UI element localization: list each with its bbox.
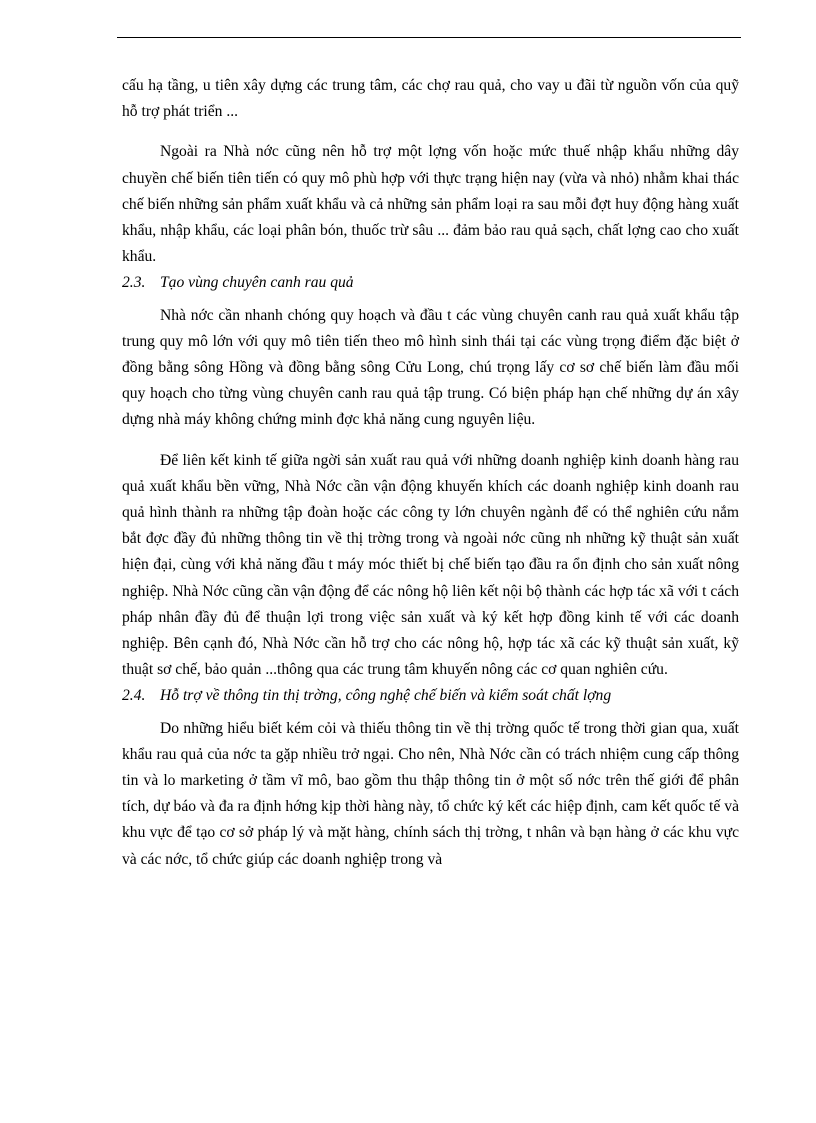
page-body — [122, 73, 739, 873]
header-rule — [117, 37, 741, 38]
paragraph-economic-linkage: Để liên kết kinh tế giữa ngời sản xuất rau quả với những doanh nghiệp kinh doanh hàng rau quả xuất khẩu bền vững, Nhà Nớc cần vận động khuyến khích các doanh nghiệp kinh doanh rau quả hình thành ra những tập đoàn hoặc các công ty lớn chuyên ngành để có thể nghiên cứu nắm bắt đợc đầy đủ những thông tin về thị trờng trong và ngoài nớc cũng nh những kỹ thuật sản xuất hiện đại, cùng với khả năng đầu t máy móc thiết bị chế biến tạo đầu ra ổn định cho sản xuất nông nghiệp. Nhà Nớc cũng cần vận động để các nông hộ liên kết nội bộ thành các hợp tác xã với t cách pháp nhân đầy đủ để thuận lợi trong việc sản xuất và ký kết hợp đồng kinh tế với các doanh nghiệp. Bên cạnh đó, Nhà Nớc cần hỗ trợ cho các nông hộ, hợp tác xã các kỹ thuật sản xuất, kỹ thuật sơ chế, bảo quản ...thông qua các trung tâm khuyến nông các cơ quan nghiên cứu. — [122, 451, 739, 679]
section-title: Hỗ trợ về thông tin thị trờng, công nghệ chế biến và kiểm soát chất lợng — [160, 687, 612, 705]
paragraph-market-information: Do những hiểu biết kém cỏi và thiếu thông tin về thị trờng quốc tế trong thời gian qua, xuất khẩu rau quả của nớc ta gặp nhiều trở ngại. Cho nên, Nhà Nớc cần có trách nhiệm cung cấp thông tin và lo marketing ở tầm vĩ mô, bao gồm thu thập thông tin ở một số nớc trên thế giới để phân tích, dự báo và đa ra định hớng kịp thời hàng này, tổ chức ký kết các hiệp định, cam kết quốc tế và khu vực để tạo cơ sở pháp lý và mặt hàng, chính sách thị trờng, t nhân và bạn hàng ở các khu vực và các nớc, tổ chức giúp các doanh nghiệp trong và — [122, 719, 739, 868]
section-number: 2.3. — [122, 274, 146, 292]
paragraph-continuation: cấu hạ tầng, u tiên xây dựng các trung tâm, các chợ rau quả, cho vay u đãi từ nguồn vốn của quỹ hỗ trợ phát triển ... — [122, 77, 739, 121]
paragraph-specialized-zones: Nhà nớc cần nhanh chóng quy hoạch và đầu t các vùng chuyên canh rau quả xuất khẩu tập trung quy mô lớn với quy mô tiên tiến theo mô hình sinh thái tại các vùng trọng điểm đặc biệt ở đồng bằng sông Hồng và đồng bằng sông Cửu Long, chú trọng lấy cơ sơ chế biến làm đầu mối quy hoạch cho từng vùng chuyên canh rau quả tập trung. Có biện pháp hạn chế những dự án xây dựng nhà máy không chứng minh đợc khả năng cung nguyên liệu. — [122, 306, 739, 429]
section-number: 2.4. — [122, 687, 146, 705]
section-heading-2-3 — [122, 270, 739, 296]
section-heading-2-4 — [122, 683, 739, 709]
paragraph-import-support: Ngoài ra Nhà nớc cũng nên hỗ trợ một lợng vốn hoặc mức thuế nhập khẩu những dây chuyền chế biến tiên tiến có quy mô phù hợp với thực trạng hiện nay (vừa và nhỏ) nhằm khai thác chế biến những sản phẩm xuất khẩu và cả những sản phẩm loại ra sau mỗi đợt huy động hàng xuất khẩu, nhập khẩu, các loại phân bón, thuốc trừ sâu ... đảm bảo rau quả sạch, chất lợng cao cho xuất khẩu. — [122, 143, 739, 266]
section-title: Tạo vùng chuyên canh rau quả — [160, 274, 354, 292]
